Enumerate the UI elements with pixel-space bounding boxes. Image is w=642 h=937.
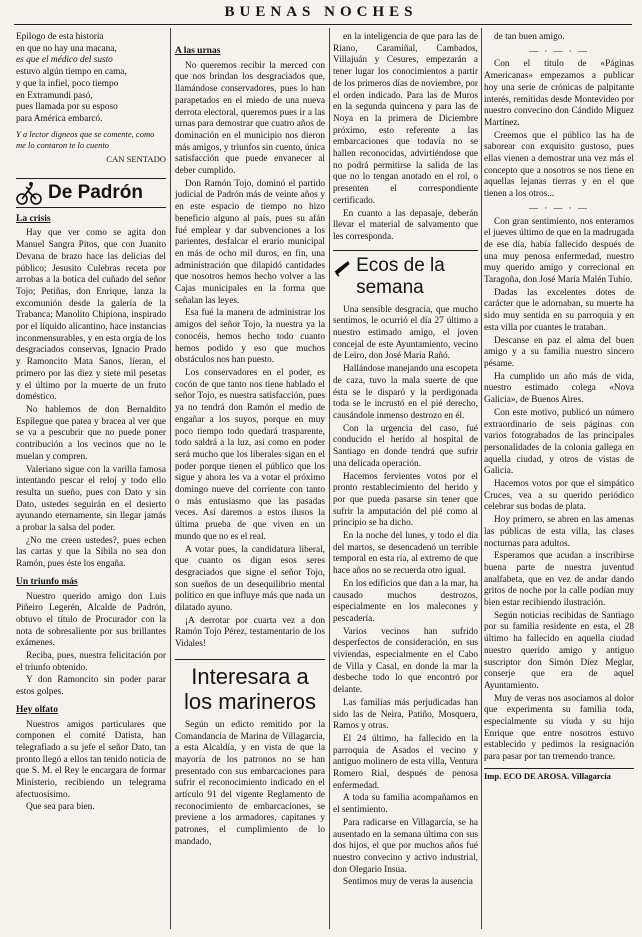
- article-paragraph: Que sea para bien.: [26, 802, 95, 813]
- article-paragraph: Nuestro querido amigo don Luis Piñeiro Legerén, Alcalde de Padrón, obtuvo el título de Procurador con la nota de sobresaliente por sus brillantes exámenes.: [16, 591, 166, 649]
- section-title: De Padrón: [48, 181, 144, 203]
- poem-line: es que el médico del susto: [16, 55, 113, 66]
- article-paragraph: Con el título de «Páginas Americanas» empezamos a publicar hoy una serie de crónicas de palpitante interés, remitidas desde Montevideo por nuestro convecino don Cándido Miguez Martínez.: [484, 59, 634, 128]
- article-paragraph: Nuestros amigos particulares que componen el comité Datista, han telegrafiado a su jefe el señor Dato, tan pronto llegó a ellos tan tenido noticia de que S. M. el Rey le encargara de formar Ministerio, recibiendo un telegrama afectuosísimo.: [16, 719, 166, 800]
- printer-imprint: Imp. ECO DE AROSA. Villagarcía: [484, 768, 634, 783]
- column-1: [16, 32, 166, 931]
- article-paragraph: Creemos que el público las ha de saborear con exquisito gustoso, pues ellas vienen a demostrar una vez más el concepto que a nosotros se nos tiene en aquellas lejanas tierras y en el que tienen a los otros...: [484, 130, 634, 200]
- article-paragraph: Hacemos fervientes votos por el pronto restablecimiento del herido y por que pueda pasarse sin tener que sufrir la amputación del pié como al principio se ha dicho.: [333, 471, 478, 529]
- article-paragraph: Con la urgencia del caso, fué conducido el herido al hospital de Santiago en donde tendrá que sufrir una delicada operación.: [333, 423, 478, 469]
- poem: [16, 32, 166, 166]
- article-paragraph: No hablemos de don Bernaldito Espilegue que patea y bracea al ver que se va a pescubrir que no puede poner contribución a los vecinos que no le muelan y compren.: [16, 404, 166, 462]
- poem-line: Epilogo de esta historia: [16, 32, 104, 42]
- poem-line: en Extramundi pasó,: [16, 90, 93, 101]
- column-2: [175, 32, 325, 931]
- article-paragraph: Una sensible desgracia, que mucho sentimos, le ocurrió el día 27 último a nuestro estimado amigo, el joven concejal de este Ayuntamiento, vecino de Leiro, don José María Rañó.: [333, 304, 478, 362]
- masthead: BUENAS NOCHES: [224, 4, 418, 20]
- article-paragraph: Valeriano sigue con la varilla famosa intentando pescar el reloj y todo ello resulta un sueño, pues con Dato y sin Dato, ustedes seguirán en el desierto ayunando eternamente, sin llegar jamás a probar la salsa del poder.: [16, 464, 166, 534]
- poem-note: Y a lector digneos que se comente, como me lo contaron te lo cuento: [16, 128, 155, 151]
- article-paragraph: de tan buen amigo.: [494, 32, 565, 42]
- article-paragraph: Para radicarse en Villagarcía, se ha ausentado en la semana última con sus dos hijos, el que por muchos años fué nuestro convecino y activo industrial, don Olegario Insua.: [333, 817, 478, 875]
- section-header-ecos: [333, 250, 478, 299]
- article-paragraph: En cuanto a las depasaje, deberán llevar el material de salvamento que les corresponda.: [333, 208, 478, 242]
- article-paragraph: ¿No me creen ustedes?, pues echen las cartas y que la Sibila no sea don Ramón, pues éste los engaña.: [16, 535, 166, 570]
- megaphone-icon: [333, 255, 351, 279]
- separator: — · — · —: [529, 45, 589, 56]
- column-divider: [481, 28, 482, 929]
- separator: — · — · —: [529, 202, 589, 213]
- poem-line: para América embarcó.: [16, 113, 103, 124]
- poem-line: y que la infiel, poco tiempo: [16, 78, 119, 89]
- column-divider: [329, 28, 330, 929]
- article-paragraph: Descanse en paz el alma del buen amigo y a su familia nuestro sincero pésame.: [484, 335, 634, 369]
- column-divider: [170, 28, 171, 929]
- article-paragraph: ¡A derrotar por cuarta vez a don Ramón Tojo Pérez, testamentario de los Vidales!: [175, 615, 325, 650]
- poem-line: estuvo algún tiempo en cama,: [16, 67, 127, 78]
- article-paragraph: A toda su familia acompañamos en el sentimiento.: [333, 793, 478, 816]
- article-paragraph: Esa fué la manera de administrar los amigos del señor Tojo, la nuestra ya la conocéis, hemos hecho todo cuanto hemos podido y eso que muchos obstáculos nos han puesto.: [175, 308, 325, 366]
- article-paragraph: Hoy primero, se abren en las amenas las públicas de esta villa, las clases nocturnas para adultos.: [484, 515, 634, 549]
- article-paragraph: Varios vecinos han sufrido desperfectos de consideración, en sus viviendas, especialmente en el Cabo de Villa y Casal, en donde la mar la desbeche todo lo que encontró por delante.: [333, 626, 478, 696]
- column-4: [484, 32, 634, 931]
- article-paragraph: Hallándose manejando una escopeta de caza, tuvo la mala suerte de que ésta se le disparó y la perdigonada toda se le incrustó en el pié derecho, causándole inmenso destrozo en él.: [333, 364, 478, 421]
- article-paragraph: En los edificios que dan a la mar, ha causado muchos destrozos, especialmente en los malecones y pescadería.: [333, 578, 478, 624]
- article-paragraph: Muy de veras nos asociamos al dolor que experimenta su familia toda, especialmente su viuda y su hijo Enrique que entre nosotros estuvo establecido y pedimos la resignación para pasar por tan tremendo trance.: [484, 693, 634, 763]
- article-paragraph: Según un edicto remitido por la Comandancia de Marina de Villagarcía, a esta Alcaldía, y en vista de que la mayoría de los patronos no se han presentado con sus embarcaciones para sufrir el reconocimiento indicado en el artículo 91 del vigente Reglamento de reconocimiento de embarcaciones, se previene a los armadores, capitanes y patrones, el cumplimiento de lo mandado,: [175, 719, 325, 847]
- article-paragraph: Los conservadores en el poder, es cocón de que tanto nos tiene hablado el señor Tojo, es nuestra satisfacción, pues ya no tendrá don Ramón el medio de engañar a los suyos, porque en muy poco tiempo todo quedará trasparente, todo saldrá a la luz, así como en poder será mucho que los liberales sigan en el poder porque tienen el público que los sigue y ahora les va a votar el próximo domingo nueve del corriente con tanto o más entusiasmo que las pasadas veces. Así daremos a estos ilusos la última prueba de que viven en un mundo que no es el real.: [175, 367, 325, 542]
- article-paragraph: Las familias más perjudicadas han sido las de Neira, Patiño, Mosquera, Ramos y otras.: [333, 697, 478, 732]
- article-paragraph: Esperamos que acudan a inscribirse buena parte de nuestra juventud analfabeta, que en vez de andar dando gritos de noche por la calle podían muy bien estar recibiendo ilustración.: [484, 551, 634, 609]
- article-paragraph: El 24 último, ha fallecido en la parroquia de Asados el vecino y antiguo molinero de esta villa, Ventura Romero Rial, después de penosa enfermedad.: [333, 733, 478, 791]
- article-paragraph: Dadas las excelentes dotes de carácter que le adornaban, su muerte ha sido muy sentida en su parroquia y en esta villa por cuantes le trataban.: [484, 287, 634, 333]
- article-paragraph: En la noche del lunes, y todo el día del martos, se desencadenó un terrible temporal en esta ría, al extremo de que hace años no se recuerda otro igual.: [333, 531, 478, 577]
- article-paragraph: Don Ramón Tojo, dominó el partido judicial de Padrón más de veinte años y en este espacio de tiempo no hizo beneficio alguno al país, pues su afán fué emplear y dar subvenciones a los parientes, desfalcar el erario municipal en más de ocho mil duros, en fin, una administración que dilapidó cantidades que nosotros hemos hecho volver a las Cajas municipales en la forma que señalan las leyes.: [175, 178, 325, 306]
- article-paragraph: Hay que ver como se agita don Manuel Sangra Pitos, que con Juanito Devana de brazo hace las delicias del público; Jesusito Culebras receta por arrobas a la botica del cuñado del señor Tojo; Petiñas, don Enrique, lanza la excomunión desde la galería de la Trabanca; Manolito Chipiona, inspirado por el líquido alicantino, hace instancias inconmensurables, y en esta orgía de los desgraciados conservas, Ignacio Prado y Ramoncito Mata Sanos, líeran, el primero por las diez y siete mil pesetas y el último por la muerte de un fruto doméstico.: [16, 228, 166, 403]
- article-paragraph: Con este motivo, publicó un número extraordinario de seis páginas con varios fotograbados de las principales personalidades de la colonia gallega en aquella ciudad, y otros de vistas de Galicia.: [484, 407, 634, 477]
- masthead-rule: [14, 24, 632, 25]
- article-paragraph: Hacemos votos por que el simpático Cruces, vea a su querido periódico celebrar sus bodas de plata.: [484, 479, 634, 513]
- article-heading: A las urnas: [175, 46, 221, 56]
- poem-line: pues llamada por su esposo: [16, 102, 118, 113]
- section-title-marineros: Interesara a los marineros: [175, 659, 325, 714]
- article-heading: Un triunfo más: [16, 576, 78, 587]
- column-3: [333, 32, 478, 931]
- article-paragraph: Ha cumplido un año más de vida, nuestro estimado colega «Nova Galicia», de Buenos Aires.: [484, 371, 634, 406]
- article-paragraph: Reciba, pues, nuestra felicitación por el triunfo obtenido.: [16, 651, 166, 673]
- section-header-padron: [16, 178, 166, 208]
- article-paragraph: en la inteligencia de que para las de Riano, Caramiñal, Cambados, Villajuán y Cesures, empezarán a tener lugar los conocimientos a partir de los primeros días de noviembre, por el orden indicado. Para las de Muros en la segunda quincena y para las de Noya en la primera de Diciembre próximo, esto referente a las embarcaciones que todavía no se hallen reconocidas, advirtiéndose que no podrá permitirse la salida de las que no lo tengan anotado en el rol, o presenten el correspondiente certificado.: [333, 32, 478, 206]
- article-heading: La crisis: [16, 213, 51, 224]
- article-paragraph: Con gran sentimiento, nos enteramos el jueves último de que en la madrugada de ese día, había fallecido después de una muy penosa enfermedad, nuestro muy querido amigo y correcional en Taragoña, don José María Malén Tubío.: [484, 216, 634, 286]
- article-paragraph: Y don Ramoncito sin poder parar estos golpes.: [16, 675, 166, 698]
- article-paragraph: No queremos recibir la merced con que nos brindan los desgraciados que, llamándose conservadores, pues lo han parapetados en el miedo de una nueva derrota electoral, queremos pues ir a las urnas para demostrar que cuatro años de dominación en el municipio nos dieron más amigos, y triunfos sin cuento, única satisfacción que puede envanecer al deber cumplido.: [175, 60, 325, 177]
- article-heading: Hey olfato: [16, 704, 58, 715]
- article-paragraph: Sentimos muy de veras la ausencia: [343, 877, 473, 888]
- poem-signature: CAN SENTADO: [106, 154, 166, 165]
- article-paragraph: A votar pues, la candidatura liberal, que cuanto os digan esos seres desgraciados que signe el señor Tojo, son sueños de un desequilibrio mental político en que influye más que nada un dilatado ayuno.: [175, 544, 325, 614]
- article-paragraph: Según noticias recibidas de Santiago por su familia residente en esta, el 28 último ha fallecido en aquella ciudad nuestro querido amigo y antiguo suscriptor don Simón Díez Meglar, conserje que era de aquel Ayuntamiento.: [484, 610, 634, 691]
- cyclist-icon: [16, 181, 42, 205]
- poem-line: en que no hay una macana,: [16, 43, 117, 54]
- section-title: Ecos de la semana: [356, 254, 445, 298]
